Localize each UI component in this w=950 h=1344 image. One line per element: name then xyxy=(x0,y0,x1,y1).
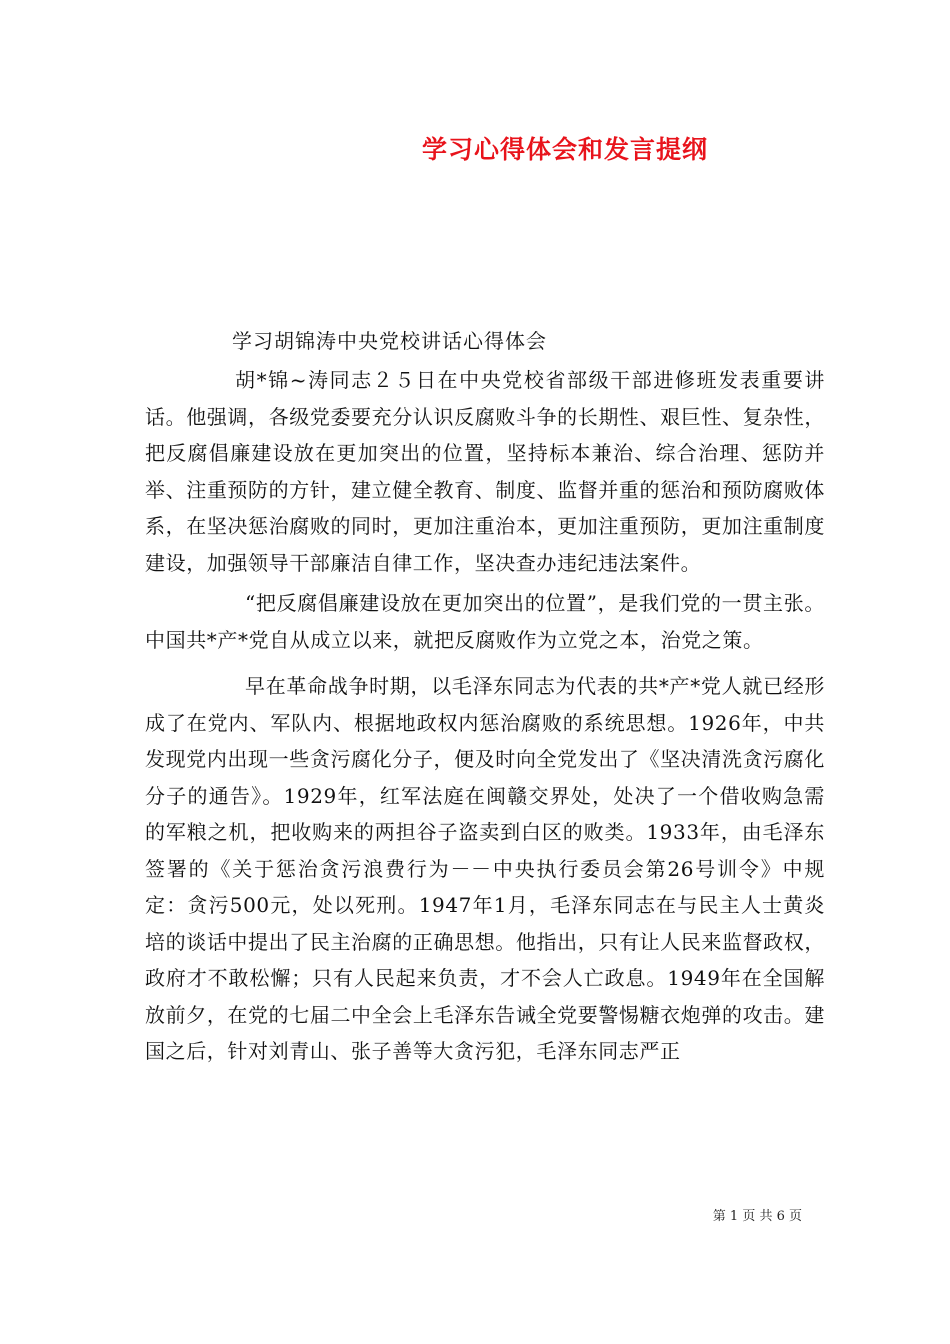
document-body xyxy=(145,362,825,1070)
paragraph-2: “把反腐倡廉建设放在更加突出的位置”，是我们党的一贯主张。中国共*产*党自从成立以来，就把反腐败作为立党之本，治党之策。 xyxy=(145,591,825,652)
paragraph-3: 早在革命战争时期，以毛泽东同志为代表的共*产*党人就已经形成了在党内、军队内、根据地政权内惩治腐败的系统思想。1926年，中共发现党内出现一些贪污腐化分子，便及时向全党发出了《坚决清洗贪污腐化分子的通告》。1929年，红军法庭在闽赣交界处，处决了一个借收购急需的军粮之机，把收购来的两担谷子盗卖到白区的败类。1933年，由毛泽东签署的《关于惩治贪污浪费行为－－中央执行委员会第26号训令》中规定：贪污500元，处以死刑。1947年1月，毛泽东同志在与民主人士黄炎培的谈话中提出了民主治腐的正确思想。他指出，只有让人民来监督政权，政府才不敢松懈；只有人民起来负责，才不会人亡政息。1949年在全国解放前夕，在党的七届二中全会上毛泽东告诫全党要警惕糖衣炮弹的攻击。建国之后，针对刘青山、张子善等大贪污犯，毛泽东同志严正 xyxy=(145,674,825,1063)
paragraph-1: 胡*锦~涛同志２５日在中央党校省部级干部进修班发表重要讲话。他强调，各级党委要充分认识反腐败斗争的长期性、艰巨性、复杂性，把反腐倡廉建设放在更加突出的位置，坚持标本兼治、综合治理、惩防并举、注重预防的方针，建立健全教育、制度、监督并重的惩治和预防腐败体系，在坚决惩治腐败的同时，更加注重治本，更加注重预防，更加注重制度建设，加强领导干部廉洁自律工作，坚决查办违纪违法案件。 xyxy=(145,368,825,575)
page-number-footer: 第 1 页 共 6 页 xyxy=(712,1209,802,1224)
document-subtitle: 学习胡锦涛中央党校讲话心得体会 xyxy=(232,329,547,353)
document-title: 学习心得体会和发言提纲 xyxy=(421,135,708,164)
